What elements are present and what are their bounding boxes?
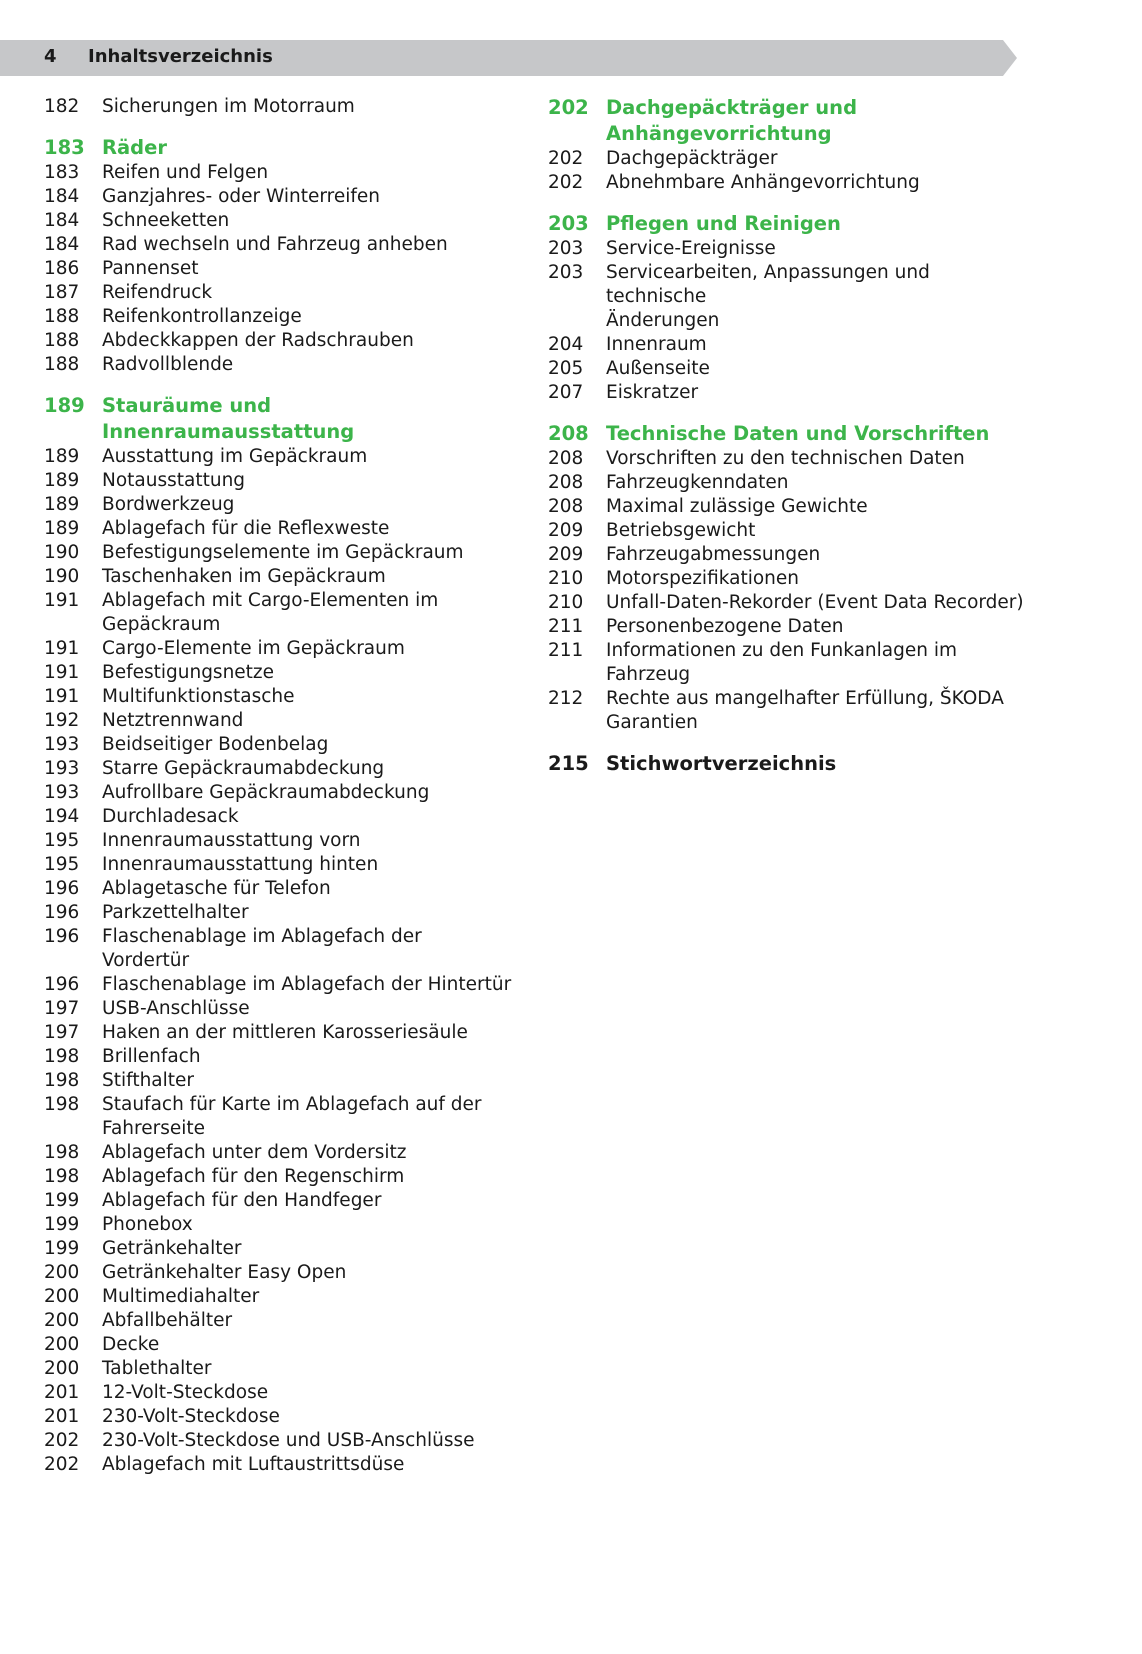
toc-page-number: 183 — [44, 162, 80, 183]
toc-entry[interactable] — [44, 757, 514, 781]
toc-page-number: 191 — [44, 662, 80, 683]
toc-entry-title: Ablagefach für den Regenschirm — [102, 1166, 405, 1187]
toc-entry-title: Rad wechseln und Fahrzeug anheben — [102, 234, 448, 255]
toc-entry[interactable] — [44, 1189, 514, 1213]
toc-chapter-heading[interactable] — [548, 95, 1028, 147]
toc-page-number: 209 — [548, 520, 584, 541]
toc-entry-title: Staufach für Karte im Ablagefach auf der Fahrerseite — [102, 1094, 482, 1139]
toc-entry-title: Getränkehalter — [102, 1238, 242, 1259]
toc-entry-title: Außenseite — [606, 358, 710, 379]
toc-entry-title: Stichwortverzeichnis — [606, 752, 837, 775]
toc-entry-title: Stifthalter — [102, 1070, 195, 1091]
toc-page-number: 198 — [44, 1094, 80, 1115]
toc-entry-title: Multifunktionstasche — [102, 686, 295, 707]
toc-entry[interactable] — [548, 237, 1028, 261]
toc-page-number: 183 — [44, 136, 85, 159]
toc-entry-title: Ablagefach für den Handfeger — [102, 1190, 382, 1211]
toc-entry-title: Motorspezifikationen — [606, 568, 799, 589]
toc-entry-title: Durchladesack — [102, 806, 239, 827]
toc-entry-title: Taschenhaken im Gepäckraum — [102, 566, 386, 587]
toc-entry-title: Betriebsgewicht — [606, 520, 756, 541]
toc-entry-title: Abnehmbare Anhängevorrichtung — [606, 172, 920, 193]
toc-page-number: 191 — [44, 590, 80, 611]
toc-page-number: 191 — [44, 686, 80, 707]
toc-entry-title: Aufrollbare Gepäckraumabdeckung — [102, 782, 430, 803]
toc-page-number: 193 — [44, 734, 80, 755]
toc-page-number: 205 — [548, 358, 584, 379]
toc-entry[interactable] — [44, 469, 514, 493]
toc-page-number: 190 — [44, 566, 80, 587]
toc-entry-title: Schneeketten — [102, 210, 230, 231]
toc-page-number: 184 — [44, 186, 80, 207]
toc-entry[interactable] — [548, 639, 1028, 687]
toc-entry-title: Befestigungselemente im Gepäckraum — [102, 542, 464, 563]
toc-entry-title: Getränkehalter Easy Open — [102, 1262, 347, 1283]
toc-entry-title: Pflegen und Reinigen — [606, 212, 841, 235]
toc-page-number: 202 — [548, 96, 589, 119]
toc-entry[interactable] — [548, 171, 1028, 195]
toc-entry[interactable] — [44, 1237, 514, 1261]
toc-entry-title: Haken an der mittleren Karosseriesäule — [102, 1022, 468, 1043]
toc-entry[interactable] — [548, 261, 1028, 333]
toc-entry[interactable] — [548, 381, 1028, 405]
toc-page-number: 202 — [44, 1430, 80, 1451]
toc-entry[interactable] — [44, 1165, 514, 1189]
toc-entry[interactable] — [44, 1069, 514, 1093]
toc-entry-title: Räder — [102, 136, 167, 159]
toc-entry[interactable] — [44, 685, 514, 709]
toc-entry[interactable] — [44, 805, 514, 829]
toc-chapter-heading[interactable] — [44, 135, 514, 161]
toc-page-number: 207 — [548, 382, 584, 403]
toc-section — [548, 421, 1028, 735]
toc-entry[interactable] — [44, 1309, 514, 1333]
toc-entry-title: Ausstattung im Gepäckraum — [102, 446, 368, 467]
toc-entry-title: 230-Volt-Steckdose und USB-Anschlüsse — [102, 1430, 475, 1451]
toc-entry[interactable] — [44, 709, 514, 733]
toc-entry-title: Tablethalter — [102, 1358, 212, 1379]
toc-entry-title: Phonebox — [102, 1214, 193, 1235]
toc-entry[interactable] — [44, 589, 514, 637]
toc-entry[interactable] — [44, 1141, 514, 1165]
toc-page-number: 200 — [44, 1286, 80, 1307]
toc-page-number: 208 — [548, 496, 584, 517]
toc-entry-title: Ablagetasche für Telefon — [102, 878, 331, 899]
toc-page-number: 203 — [548, 238, 584, 259]
page-header-band — [0, 40, 1017, 76]
toc-entry[interactable] — [548, 147, 1028, 171]
toc-entry[interactable] — [44, 973, 514, 997]
toc-entry[interactable] — [548, 471, 1028, 495]
toc-entry-title: USB-Anschlüsse — [102, 998, 250, 1019]
toc-entry-title: Notausstattung — [102, 470, 246, 491]
toc-page-number: 200 — [44, 1262, 80, 1283]
toc-entry[interactable] — [44, 877, 514, 901]
toc-entry[interactable] — [44, 1261, 514, 1285]
toc-entry[interactable] — [44, 1285, 514, 1309]
toc-entry-title: Unfall-Daten-Rekorder (Event Data Recorder) — [606, 592, 1024, 613]
toc-entry-title: Netztrennwand — [102, 710, 244, 731]
toc-page-number: 203 — [548, 212, 589, 235]
toc-entry-title: Innenraum — [606, 334, 707, 355]
toc-entry[interactable] — [548, 687, 1028, 735]
toc-page-number: 189 — [44, 494, 80, 515]
toc-entry-title: Rechte aus mangelhafter Erfüllung, ŠKODA Garantien — [606, 688, 1004, 733]
toc-entry[interactable] — [44, 185, 514, 209]
toc-entry[interactable] — [44, 1213, 514, 1237]
toc-entry[interactable] — [44, 517, 514, 541]
toc-page-number: 184 — [44, 210, 80, 231]
toc-page-number: 204 — [548, 334, 584, 355]
toc-entry-title: Befestigungsnetze — [102, 662, 275, 683]
toc-entry[interactable] — [44, 637, 514, 661]
toc-entry-title: 230-Volt-Steckdose — [102, 1406, 280, 1427]
toc-entry-title: Bordwerkzeug — [102, 494, 235, 515]
toc-entry[interactable] — [44, 829, 514, 853]
toc-entry-title: Beidseitiger Bodenbelag — [102, 734, 329, 755]
toc-page-number: 200 — [44, 1334, 80, 1355]
toc-entry[interactable] — [44, 1333, 514, 1357]
toc-entry[interactable] — [44, 257, 514, 281]
toc-page-number: 198 — [44, 1070, 80, 1091]
toc-section — [548, 95, 1028, 195]
toc-entry-title: Multimediahalter — [102, 1286, 260, 1307]
toc-entry-title: Ablagefach mit Luftaustrittsdüse — [102, 1454, 405, 1475]
toc-entry[interactable] — [44, 853, 514, 877]
toc-entry[interactable] — [44, 233, 514, 257]
toc-page-number: 189 — [44, 446, 80, 467]
toc-entry[interactable] — [548, 519, 1028, 543]
toc-entry-title: Decke — [102, 1334, 160, 1355]
toc-entry-title: Dachgepäckträger und Anhängevorrichtung — [606, 96, 858, 145]
toc-entry-title: Servicearbeiten, Anpassungen und technische Änderungen — [606, 262, 930, 331]
toc-entry-title: Ablagefach unter dem Vordersitz — [102, 1142, 407, 1163]
toc-page-number: 211 — [548, 616, 584, 637]
toc-page-number: 198 — [44, 1142, 80, 1163]
toc-page-number: 200 — [44, 1358, 80, 1379]
toc-page-number: 215 — [548, 752, 589, 775]
toc-entry-title: 12-Volt-Steckdose — [102, 1382, 269, 1403]
toc-entry[interactable] — [44, 161, 514, 185]
toc-entry[interactable] — [44, 565, 514, 589]
toc-section — [548, 211, 1028, 405]
toc-page-number: 198 — [44, 1046, 80, 1067]
toc-entry[interactable] — [44, 1021, 514, 1045]
toc-entry[interactable] — [44, 1093, 514, 1141]
toc-page-number: 193 — [44, 758, 80, 779]
toc-entry-title: Eiskratzer — [606, 382, 699, 403]
toc-entry[interactable] — [44, 95, 514, 119]
toc-entry[interactable] — [548, 591, 1028, 615]
toc-page-number: 188 — [44, 354, 80, 375]
toc-page-number: 210 — [548, 568, 584, 589]
toc-entry-title: Abfallbehälter — [102, 1310, 233, 1331]
toc-entry[interactable] — [44, 1045, 514, 1069]
page-title: Inhaltsverzeichnis — [88, 46, 273, 67]
toc-page-number: 189 — [44, 518, 80, 539]
toc-entry[interactable] — [44, 925, 514, 973]
toc-page-number: 196 — [44, 974, 80, 995]
toc-page-number: 195 — [44, 854, 80, 875]
toc-entry[interactable] — [548, 567, 1028, 591]
toc-section — [44, 393, 514, 1477]
toc-entry-title: Maximal zulässige Gewichte — [606, 496, 868, 517]
toc-page-number: 188 — [44, 330, 80, 351]
toc-entry[interactable] — [44, 661, 514, 685]
toc-page-number: 198 — [44, 1166, 80, 1187]
toc-page-number: 208 — [548, 422, 589, 445]
toc-page-number: 187 — [44, 282, 80, 303]
toc-page-number: 200 — [44, 1310, 80, 1331]
toc-entry-title: Pannenset — [102, 258, 199, 279]
toc-page-number: 188 — [44, 306, 80, 327]
toc-page-number: 189 — [44, 394, 85, 417]
toc-entry[interactable] — [44, 281, 514, 305]
toc-entry[interactable] — [44, 1429, 514, 1453]
toc-entry-title: Stauräume und Innenraumausstattung — [102, 394, 355, 443]
toc-right-column — [548, 95, 1028, 777]
toc-entry[interactable] — [44, 353, 514, 377]
toc-section — [44, 135, 514, 377]
toc-page-number: 196 — [44, 902, 80, 923]
toc-chapter-heading[interactable] — [44, 393, 514, 445]
toc-entry[interactable] — [44, 329, 514, 353]
toc-entry-title: Innenraumausstattung vorn — [102, 830, 361, 851]
toc-entry[interactable] — [548, 543, 1028, 567]
toc-chapter-heading[interactable] — [548, 211, 1028, 237]
toc-page-number: 208 — [548, 472, 584, 493]
toc-entry-title: Ganzjahres- oder Winterreifen — [102, 186, 381, 207]
toc-entry[interactable] — [44, 493, 514, 517]
toc-page-number: 199 — [44, 1238, 80, 1259]
toc-entry[interactable] — [548, 357, 1028, 381]
toc-entry-title: Technische Daten und Vorschriften — [606, 422, 990, 445]
toc-entry-title: Vorschriften zu den technischen Daten — [606, 448, 965, 469]
toc-entry[interactable] — [44, 305, 514, 329]
toc-page-number: 184 — [44, 234, 80, 255]
toc-entry-title: Brillenfach — [102, 1046, 201, 1067]
toc-entry-title: Reifenkontrollanzeige — [102, 306, 302, 327]
toc-page-number: 182 — [44, 96, 80, 117]
page-number: 4 — [44, 46, 57, 67]
toc-entry[interactable] — [548, 333, 1028, 357]
toc-entry-title: Starre Gepäckraumabdeckung — [102, 758, 385, 779]
toc-entry-title: Reifen und Felgen — [102, 162, 269, 183]
toc-entry-title: Reifendruck — [102, 282, 213, 303]
toc-entry[interactable] — [44, 1357, 514, 1381]
toc-left-column — [44, 95, 514, 1477]
toc-page-number: 203 — [548, 262, 584, 283]
toc-section — [548, 751, 1028, 777]
toc-entry[interactable] — [44, 1381, 514, 1405]
toc-page-number: 202 — [548, 172, 584, 193]
toc-chapter-heading[interactable] — [548, 421, 1028, 447]
toc-entry-title: Fahrzeugabmessungen — [606, 544, 821, 565]
toc-entry-title: Service-Ereignisse — [606, 238, 776, 259]
toc-page-number: 199 — [44, 1190, 80, 1211]
toc-page-number: 197 — [44, 1022, 80, 1043]
toc-page-number: 210 — [548, 592, 584, 613]
toc-page-number: 202 — [44, 1454, 80, 1475]
toc-entry-title: Sicherungen im Motorraum — [102, 96, 355, 117]
toc-entry-title: Fahrzeugkenndaten — [606, 472, 789, 493]
toc-page-number: 197 — [44, 998, 80, 1019]
toc-entry-title: Cargo-Elemente im Gepäckraum — [102, 638, 405, 659]
toc-page-number: 208 — [548, 448, 584, 469]
toc-page-number: 191 — [44, 638, 80, 659]
toc-page-number: 196 — [44, 926, 80, 947]
toc-page-number: 212 — [548, 688, 584, 709]
toc-page-number: 193 — [44, 782, 80, 803]
toc-entry-title: Innenraumausstattung hinten — [102, 854, 379, 875]
toc-page-number: 195 — [44, 830, 80, 851]
toc-entry-title: Radvollblende — [102, 354, 234, 375]
toc-page-number: 209 — [548, 544, 584, 565]
toc-chapter-heading[interactable] — [548, 751, 1028, 777]
toc-entry[interactable] — [44, 733, 514, 757]
toc-entry-title: Flaschenablage im Ablagefach der Vordertür — [102, 926, 422, 971]
toc-entry[interactable] — [44, 1405, 514, 1429]
toc-entry-title: Dachgepäckträger — [606, 148, 778, 169]
toc-entry[interactable] — [548, 495, 1028, 519]
toc-page-number: 201 — [44, 1382, 80, 1403]
toc-entry-title: Flaschenablage im Ablagefach der Hintertür — [102, 974, 512, 995]
toc-entry[interactable] — [44, 781, 514, 805]
toc-page-number: 211 — [548, 640, 584, 661]
toc-page-number: 202 — [548, 148, 584, 169]
toc-page-number: 189 — [44, 470, 80, 491]
toc-page-number: 190 — [44, 542, 80, 563]
toc-entry[interactable] — [44, 1453, 514, 1477]
toc-entry[interactable] — [44, 997, 514, 1021]
toc-entry[interactable] — [44, 209, 514, 233]
toc-section — [44, 95, 514, 119]
toc-page-number: 186 — [44, 258, 80, 279]
toc-entry[interactable] — [548, 447, 1028, 471]
toc-page-number: 194 — [44, 806, 80, 827]
toc-entry-title: Parkzettelhalter — [102, 902, 249, 923]
toc-page-number: 192 — [44, 710, 80, 731]
toc-entry-title: Personenbezogene Daten — [606, 616, 844, 637]
toc-page-number: 196 — [44, 878, 80, 899]
toc-page-number: 199 — [44, 1214, 80, 1235]
toc-entry-title: Ablagefach mit Cargo-Elementen im Gepäckraum — [102, 590, 439, 635]
toc-page-number: 201 — [44, 1406, 80, 1427]
toc-entry-title: Informationen zu den Funkanlagen im Fahrzeug — [606, 640, 958, 685]
toc-entry-title: Abdeckkappen der Radschrauben — [102, 330, 414, 351]
toc-entry[interactable] — [44, 541, 514, 565]
toc-entry-title: Ablagefach für die Reflexweste — [102, 518, 390, 539]
toc-entry[interactable] — [548, 615, 1028, 639]
toc-entry[interactable] — [44, 901, 514, 925]
toc-entry[interactable] — [44, 445, 514, 469]
